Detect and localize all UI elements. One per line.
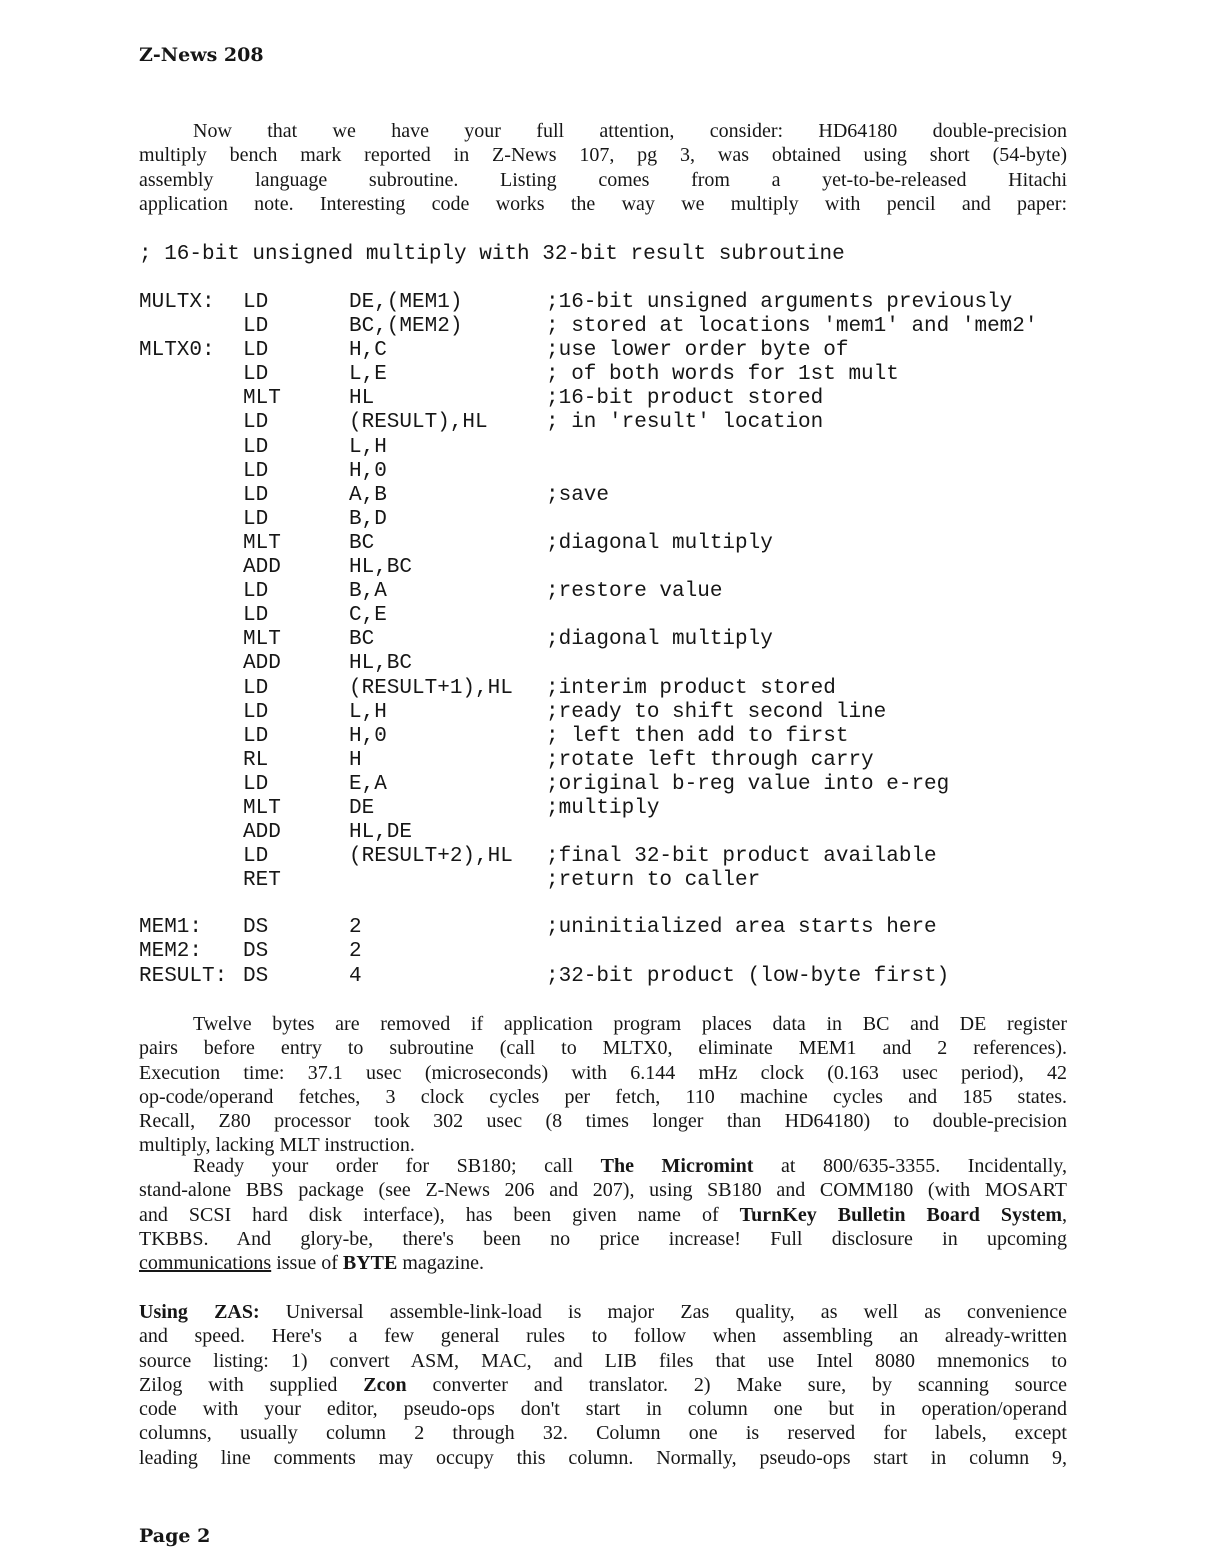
code-operand: (RESULT+2),HL [349, 845, 513, 869]
code-opcode: ADD [243, 652, 281, 676]
code-opcode: LD [243, 676, 269, 700]
code-opcode: LD [243, 291, 269, 314]
text-line: multiply, lacking MLT instruction. [139, 1134, 415, 1157]
code-opcode: LD [243, 507, 269, 531]
code-operand: BC,(MEM2) [349, 315, 463, 339]
code-operand: B,D [349, 507, 387, 531]
text-line: op-code/operand fetches, 3 clock cycles per fetch, 110 machine cycles and 185 states. [139, 1085, 1067, 1108]
code-comment: ;rotate left through carry [546, 748, 874, 772]
text-run: Universal assemble-link-load is major Zas quality, as well as convenience [259, 1301, 1067, 1323]
code-opcode: ADD [243, 821, 281, 845]
text-line: Twelve bytes are removed if application program places data in BC and DE register [193, 1013, 1067, 1035]
code-operand: E,A [349, 772, 387, 796]
text-line [139, 1300, 1067, 1324]
code-opcode: MLT [243, 531, 281, 555]
text-line: Now that we have your full attention, consider: HD64180 double-precision [193, 120, 1067, 142]
code-opcode: LD [243, 700, 269, 724]
code-operand: DE [349, 796, 375, 820]
text-line: code with your editor, pseudo-ops don't start in column one but in operation/operand [139, 1398, 1067, 1421]
code-label: MEM2: [139, 940, 203, 964]
text-run: issue of [271, 1252, 343, 1275]
code-comment: ;save [546, 483, 610, 507]
code-opcode: LD [243, 363, 269, 387]
code-operand: HL,DE [349, 821, 413, 845]
text-run: magazine. [397, 1252, 484, 1275]
code-opcode: DS [243, 940, 269, 964]
text-run: Ready your order for SB180; call [193, 1155, 601, 1177]
text-line [139, 1203, 1067, 1227]
code-comment: ; stored at locations 'mem1' and 'mem2' [546, 315, 1038, 339]
text-line: stand-alone BBS package (see Z-News 206 and 207), using SB180 and COMM180 (with MOSART [139, 1179, 1067, 1202]
code-operand: A,B [349, 483, 387, 507]
code-opcode: LD [243, 411, 269, 435]
text-line: columns, usually column 2 through 32. Column one is reserved for labels, except [139, 1422, 1067, 1445]
code-opcode: LD [243, 772, 269, 796]
code-opcode: MLT [243, 796, 281, 820]
code-opcode: LD [243, 604, 269, 628]
code-operand: C,E [349, 604, 387, 628]
code-comment: ;return to caller [546, 869, 761, 893]
text-line: application note. Interesting code works the way we multiply with pencil and paper: [139, 192, 1067, 215]
text-run: and SCSI hard disk interface), has been given name of [139, 1203, 740, 1226]
code-operand: H,0 [349, 459, 387, 483]
page-footer: Page 2 [139, 1525, 211, 1547]
code-comment: ; left then add to first [546, 724, 849, 748]
text-line [139, 1373, 1067, 1397]
code-operand: HL,BC [349, 652, 413, 676]
code-comment: ; in 'result' location [546, 411, 824, 435]
code-opcode: LD [243, 483, 269, 507]
text-run: converter and translator. 2) Make sure, by scanning source [406, 1373, 1067, 1396]
code-opcode: RL [243, 748, 269, 772]
code-opcode: LD [243, 580, 269, 604]
code-operand: 2 [349, 940, 362, 964]
code-opcode: DS [243, 916, 269, 940]
paragraph-execution-time [139, 1012, 1067, 1158]
code-opcode: MLT [243, 387, 281, 411]
code-operand: L,H [349, 435, 387, 459]
code-opcode: LD [243, 845, 269, 869]
code-operand: H,0 [349, 724, 387, 748]
code-comment: ;diagonal multiply [546, 628, 773, 652]
paragraph-using-zas [139, 1300, 1067, 1470]
text-line: assembly language subroutine. Listing comes from a yet-to-be-released Hitachi [139, 168, 1067, 191]
intro-paragraph [139, 119, 1067, 216]
micromint-name: The Micromint [600, 1155, 754, 1177]
code-comment: ;original b-reg value into e-reg [546, 772, 950, 796]
code-opcode: MLT [243, 628, 281, 652]
code-comment: ;final 32-bit product available [546, 845, 937, 869]
code-opcode: LD [243, 315, 269, 339]
product-name: TurnKey Bulletin Board System [739, 1203, 1063, 1226]
code-operand: BC [349, 531, 375, 555]
code-comment: ; of both words for 1st mult [546, 363, 899, 387]
code-operand: 4 [349, 964, 362, 988]
code-operand: L,H [349, 700, 387, 724]
text-line: Execution time: 37.1 usec (microseconds) with 6.144 mHz clock (0.163 usec period), 42 [139, 1061, 1067, 1084]
code-comment: ;uninitialized area starts here [546, 916, 937, 940]
code-comment: ;32-bit product (low-byte first) [546, 964, 950, 988]
code-comment: ;diagonal multiply [546, 531, 773, 555]
code-operand: 2 [349, 916, 362, 940]
code-operand: (RESULT+1),HL [349, 676, 513, 700]
code-operand: (RESULT),HL [349, 411, 488, 435]
text-line: and speed. Here's a few general rules to follow when assembling an already-written [139, 1325, 1067, 1348]
code-comment: ;16-bit unsigned arguments previously [546, 291, 1013, 314]
code-label: MEM1: [139, 916, 203, 940]
code-comment: ;interim product stored [546, 676, 836, 700]
text-run: at 800/635-3355. Incidentally, [753, 1155, 1067, 1177]
code-opcode: LD [243, 435, 269, 459]
code-operand: DE,(MEM1) [349, 291, 463, 314]
code-opcode: LD [243, 459, 269, 483]
listing-heading: ; 16-bit unsigned multiply with 32-bit result subroutine [139, 243, 845, 266]
section-title: Using ZAS: [139, 1301, 260, 1323]
code-comment: ;restore value [546, 580, 723, 604]
page-header: Z-News 208 [139, 44, 264, 66]
magazine-name: BYTE [342, 1252, 398, 1275]
code-label: MULTX: [139, 291, 215, 314]
code-opcode: RET [243, 869, 281, 893]
tool-name: Zcon [363, 1373, 407, 1396]
code-operand: L,E [349, 363, 387, 387]
code-operand: H,C [349, 339, 387, 363]
code-operand: HL,BC [349, 556, 413, 580]
text-line: Recall, Z80 processor took 302 usec (8 times longer than HD64180) to double-precision [139, 1110, 1067, 1133]
code-operand: H [349, 748, 362, 772]
text-line: TKBBS. And glory-be, there's been no price increase! Full disclosure in upcoming [139, 1227, 1067, 1250]
code-comment: ;ready to shift second line [546, 700, 887, 724]
text-line: source listing: 1) convert ASM, MAC, and LIB files that use Intel 8080 mnemonics to [139, 1349, 1067, 1372]
code-operand: HL [349, 387, 375, 411]
text-line: leading line comments may occupy this column. Normally, pseudo-ops start in column 9, [139, 1446, 1067, 1469]
code-label: MLTX0: [139, 339, 215, 363]
code-opcode: LD [243, 339, 269, 363]
code-comment: ;use lower order byte of [546, 339, 849, 363]
paragraph-order [139, 1154, 1067, 1275]
code-opcode: ADD [243, 556, 281, 580]
text-run: Zilog with supplied [139, 1373, 364, 1396]
text-line: multiply bench mark reported in Z-News 107, pg 3, was obtained using short (54-byte) [139, 144, 1067, 167]
code-operand: BC [349, 628, 375, 652]
code-operand: B,A [349, 580, 387, 604]
code-comment: ;multiply [546, 796, 660, 820]
code-opcode: DS [243, 964, 269, 988]
code-comment: ;16-bit product stored [546, 387, 824, 411]
text-line [139, 1154, 1067, 1178]
text-line [139, 1251, 1067, 1275]
text-run: , [1062, 1203, 1068, 1226]
underlined-word: communications [139, 1252, 272, 1275]
text-line: pairs before entry to subroutine (call to MLTX0, eliminate MEM1 and 2 references). [139, 1037, 1067, 1060]
code-opcode: LD [243, 724, 269, 748]
code-label: RESULT: [139, 964, 228, 988]
